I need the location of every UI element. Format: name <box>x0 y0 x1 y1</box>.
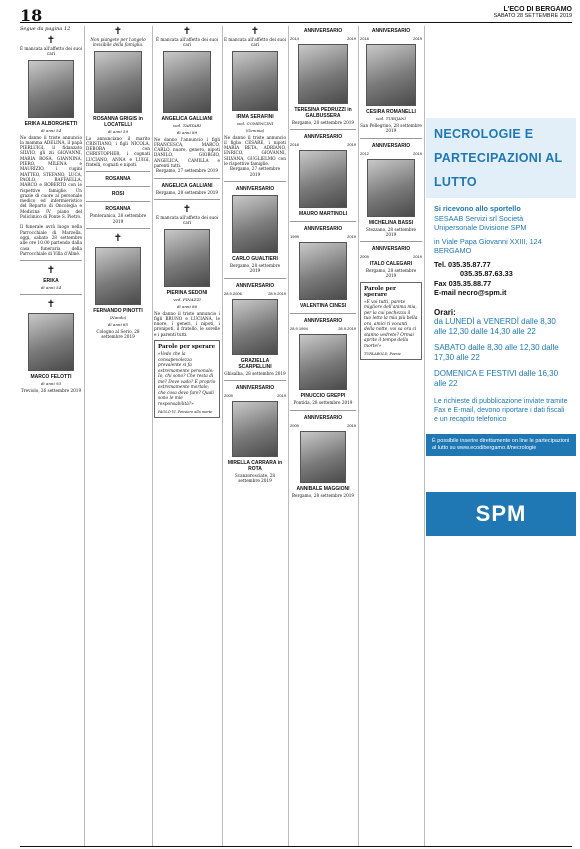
portrait-photo <box>300 431 346 483</box>
obituary-name: VALENTINA CINESI <box>299 303 347 310</box>
obituary-name: ROSANNA <box>105 176 131 183</box>
year-end: 2019 <box>347 142 356 148</box>
anniversary-label: ANNIVERSARIO <box>235 384 275 391</box>
column-divider <box>84 26 85 846</box>
year-end: 2019 <box>277 392 286 398</box>
portrait-photo <box>232 51 278 111</box>
anniversary-years <box>290 234 356 239</box>
obituary-date: Bergamo, 28 settembre 2019 <box>365 268 417 279</box>
masthead-date: SABATO 28 SETTEMBRE 2019 <box>493 13 572 19</box>
year-start: 1999 <box>290 234 299 240</box>
hours-saturday: SABATO dalle 8,30 alle 12,30 dalle 17,30 alle 22 <box>434 343 559 362</box>
obituary-column-5 <box>290 26 356 498</box>
quote-box <box>154 340 220 418</box>
obituary-column-6 <box>360 26 422 360</box>
obituary-name: FERNANDO PINOTTI <box>93 307 143 314</box>
obituary-text: Ne danno il triste annuncio il figlio CESARE, i nipoti MARIA BETA, ADRIANO, ENRICO, GIOVANNI, SILVANA, GUGLIELMO con le rispettive famiglie. <box>224 134 286 167</box>
masthead <box>494 6 572 19</box>
obituary-date: Stezzano, 28 settembre 2019 <box>365 226 417 237</box>
obituary-name: MIRELLA CARRARA in ROTA <box>227 459 283 472</box>
obituary-nickname: (Nando) <box>109 314 127 320</box>
year-start: 28.9.1994 <box>290 326 308 332</box>
obituary-date: Pontida, 28 settembre 2019 <box>293 400 353 406</box>
portrait-photo <box>299 242 347 300</box>
obituary-date: San Pellegrino, 28 settembre 2019 <box>360 123 422 134</box>
obituary-date: Bergamo, 28 settembre 2019 <box>155 189 219 195</box>
phone-number[interactable]: Tel. 035.35.87.77 <box>434 259 491 269</box>
anniversary-label: ANNIVERSARIO <box>235 185 275 192</box>
quote-author: TURLAROLD, Poesie <box>364 352 401 357</box>
hours-weekdays: da LUNEDÌ a VENERDÌ dalle 8,30 alle 12,30 dalle 14,30 alle 22 <box>434 317 556 336</box>
quote-author: PAOLO VI, Pensiero alla morte <box>158 410 213 415</box>
obituary-name: ERIKA <box>43 278 59 285</box>
portrait-photo <box>232 195 278 253</box>
anniversary-years <box>224 393 286 398</box>
year-start: 28.9.2006 <box>224 290 242 296</box>
obituary-name: CARLO GUALTIERI <box>232 255 278 262</box>
obituary-name: ITALO CALEGARI <box>369 261 413 268</box>
year-start: 2009 <box>290 422 299 428</box>
email-link[interactable]: E-mail necro@spm.it <box>434 288 507 297</box>
cross-icon: ✝ <box>182 203 192 215</box>
portrait-photo <box>299 334 347 390</box>
obituary-date: Ponteranica, 28 settembre 2019 <box>89 213 147 224</box>
column-divider <box>358 26 359 846</box>
spm-logo: SPM <box>426 492 576 536</box>
quote-title: Parole per sperare <box>364 285 396 298</box>
portrait-photo <box>367 159 415 217</box>
year-end: 2019 <box>347 36 356 41</box>
obituary-name: ANNIBALE MAGGIONI <box>296 485 350 492</box>
office-label: Si ricevono allo sportello <box>434 204 521 213</box>
obituary-name: IRMA SERAFINI <box>236 113 274 120</box>
obituary-name: TERESINA PEDRUZZI in GALBUSSERA <box>294 107 352 119</box>
obituary-quote: Non piangete per l'angelo invisibile della famiglia. <box>90 37 146 48</box>
year-start: 2009 <box>360 254 369 260</box>
obituary-date: Bergamo, 27 settembre 2019 <box>155 168 219 174</box>
obituary-intro: È mancata all'affetto dei suoi cari <box>156 37 218 48</box>
section-title: NECROLOGIE E PARTECIPAZIONI AL LUTTO <box>426 118 576 198</box>
cross-icon: ✝ <box>46 299 56 311</box>
portrait-photo <box>94 51 142 113</box>
obituary-date: Ghisalba, 28 settembre 2019 <box>224 370 286 376</box>
obituary-text: Ne danno il triste annuncio i figli BRUNO e LUCIANA, le nuore, i generi, i nipoti, i pronipoti, il fratello, le sorelle e i parenti tutti. <box>154 310 220 337</box>
cross-icon: ✝ <box>250 26 260 37</box>
anniversary-years <box>290 36 356 41</box>
portrait-photo <box>28 60 74 118</box>
online-banner[interactable]: È possibile inserire direttamente on line le partecipazioni al lutto su www.ecodibergamo.it/necrologie <box>426 434 576 456</box>
column-divider <box>288 26 289 846</box>
obituary-date: Scanzorosciate, 28 settembre 2019 <box>234 472 276 484</box>
anniversary-years <box>360 254 422 259</box>
office-name: SESAAB Servizi srl Società Unipersonale Divisione SPM <box>434 213 527 232</box>
obituary-date: Treviolo, 26 settembre 2019 <box>20 388 82 394</box>
obituary-age: di anni 93 <box>40 381 62 387</box>
obituary-intro: È mancata all'affetto dei suoi cari <box>156 214 218 226</box>
cross-icon: ✝ <box>46 35 56 46</box>
cross-icon: ✝ <box>113 26 123 37</box>
anniversary-years <box>224 291 286 296</box>
obituary-date: Bergamo, 28 settembre 2019 <box>291 492 355 498</box>
year-start: 2014 <box>290 36 299 41</box>
office-address: in Viale Papa Giovanni XXIII, 124 BERGAMO <box>434 236 542 255</box>
obituary-column-4 <box>224 26 286 483</box>
cross-icon: ✝ <box>182 26 192 37</box>
obituary-married-name: ved. COMENCINI <box>236 120 274 126</box>
obituary-married-name: ved. TARTARI <box>173 122 201 128</box>
year-start: 2009 <box>224 392 233 398</box>
phone-number-2[interactable]: 035.35.87.63.33 <box>460 269 513 278</box>
obituary-name: ANGELICA GALLIANI <box>161 182 213 189</box>
obituary-age: di anni 54 <box>40 285 62 291</box>
hours-label: Orari: <box>434 307 456 317</box>
submission-note: Le richieste di pubblicazione inviate tramite Fax e E-mail, devono riportare i dati fiscali e un recapito telefonico <box>434 398 568 423</box>
obituary-date: Cologno al Serio, 28 settembre 2019 <box>96 328 140 340</box>
obituary-intro: È mancata all'affetto dei suoi cari <box>20 46 82 57</box>
obituary-age: di anni 85 <box>107 321 129 327</box>
page-number: 18 <box>20 6 43 25</box>
portrait-photo <box>298 44 348 104</box>
portrait-photo <box>95 247 141 305</box>
column-divider <box>222 26 223 846</box>
obituary-date: Bergamo, 28 settembre 2019 <box>291 120 355 125</box>
obituary-text: Ne danno l'annuncio i figli FRANCESCA, MARCO, CARLO, nuore, genero, nipoti DANILO, GIORGIO, ANGELICA, CAMILLA e parenti tutti. <box>154 136 220 169</box>
portrait-photo <box>164 229 210 287</box>
portrait-photo <box>163 51 211 113</box>
obituary-name: PIERINA SEDONI <box>166 289 208 296</box>
continued-note: Segue da pagina 12 <box>20 26 71 32</box>
obituary-date: Bergamo, 28 settembre 2019 <box>229 262 281 274</box>
year-end: 28.9.2019 <box>268 290 286 296</box>
obituary-nickname: (Gemma) <box>245 127 265 133</box>
anniversary-label: ANNIVERSARIO <box>303 28 343 34</box>
obituary-married-name: ved. TURIJANI <box>376 116 406 121</box>
year-end: 2019 <box>413 150 422 156</box>
obituary-name: ROSANNA GRIGIS in LOCATELLI <box>93 115 143 128</box>
anniversary-years <box>360 151 422 156</box>
portrait-photo <box>232 299 278 355</box>
info-panel <box>426 118 576 536</box>
contact-info <box>426 198 576 424</box>
anniversary-label: ANNIVERSARIO <box>303 226 343 233</box>
year-end: 2019 <box>413 254 422 260</box>
quote-title: Parole per sperare <box>158 344 216 351</box>
anniversary-label: ANNIVERSARIO <box>303 414 343 421</box>
obituary-name: GRAZIELLA SCARPELLINI <box>238 357 272 370</box>
anniversary-label: ANNIVERSARIO <box>303 318 343 325</box>
obituary-name: ROSI <box>111 191 125 198</box>
quote-body: «Vedo che la consapevolezza prevalente si fa estremamente personale: Io, chi sono? Che resta di me? Dove vado? È proprio estremamente mortale; che cosa devo fare? Quali sono le mie responsabilità?» <box>158 352 216 407</box>
anniversary-years <box>360 36 422 41</box>
obituary-name: ROSANNA <box>105 206 131 213</box>
obituary-age: di anni 86 <box>176 303 198 309</box>
cross-icon: ✝ <box>113 232 123 244</box>
year-start: 2018 <box>290 142 299 148</box>
anniversary-years <box>290 142 356 147</box>
obituary-intro: È mancata all'affetto dei suoi cari <box>224 37 286 48</box>
anniversary-label: ANNIVERSARIO <box>371 246 411 253</box>
year-start: 2012 <box>360 150 369 156</box>
obituary-name: ERIKA ALBORGHETTI <box>24 120 78 127</box>
obituary-text: Ne danno il triste annuncio la mamma ADELINA, il papà PIERLUIGI, il fidanzato SILVIO, gli zii GIOVANNI, MARIA ROSA, GIANNINA, PIERO, MILENA e MAURIZIO, i cugini MATTEO, STEFANO, LUCA, PAOLO, RAFFAELLA, MARCO e ROBERTO con le rispettive famiglie. Un grazie di cuore al personale medico ed infermieristico del Reparto di Oncologia e Medicina IV piano del Policlinico di Ponte S. Pietro. <box>20 134 82 220</box>
column-divider <box>424 26 425 846</box>
obituary-age: di anni 59 <box>107 128 129 134</box>
year-end: 2019 <box>347 422 356 428</box>
obituary-age: di anni 89 <box>176 129 198 135</box>
obituary-date: Bergamo, 27 settembre 2019 <box>229 166 281 177</box>
masthead-title: L'ECO DI BERGAMO <box>503 6 572 13</box>
obituary-married-name: ved. FINAZZI <box>173 296 201 302</box>
obituary-name: PINUCCIO GREPPI <box>300 393 346 400</box>
year-end: 2019 <box>413 36 422 41</box>
anniversary-label: ANNIVERSARIO <box>371 142 411 149</box>
obituary-column-3 <box>154 26 220 418</box>
portrait-photo <box>366 44 416 106</box>
bottom-rule <box>20 846 572 847</box>
obituary-text: Lo annunciano il marito CRISTIANO, i figli NICOLA, DEBORA con CHRISTOPHER, i cognati LUCIANO, ANNA e LUIGI, fratelli, cognati e nipoti. <box>86 135 150 168</box>
obituary-column-2 <box>86 26 150 340</box>
obituary-age: di anni 54 <box>40 127 62 133</box>
year-end: 2019 <box>347 234 356 240</box>
anniversary-years <box>290 423 356 428</box>
anniversary-label: ANNIVERSARIO <box>371 28 411 34</box>
obituary-funeral: Il funerale avrà luogo nella Parrocchiale di Marzella, oggi, sabato 28 settembre alle ore 10.00 partendo dalla casa funeraria della Parrocchiale di Villa d'Almè. <box>20 224 82 256</box>
obituary-name: CESIRA ROMANELLI <box>366 109 416 115</box>
portrait-photo <box>232 401 278 457</box>
obituary-name: MAURO MARTINOLI <box>298 211 348 218</box>
anniversary-years <box>290 326 356 331</box>
quote-box <box>360 282 422 361</box>
anniversary-label: ANNIVERSARIO <box>235 282 275 289</box>
portrait-photo <box>299 150 347 208</box>
quote-body: «E voi tutti, parete migliore dell'anima mia, per la cui pochezza il tuo letto la mia più bella ora, amici ti vocanti della notte, voi sa ora ci stanno vedrete? Ormai aprite il tempo della morte!» <box>364 299 418 349</box>
anniversary-label: ANNIVERSARIO <box>303 134 343 141</box>
obituary-name: MARCO FELOTTI <box>30 374 72 381</box>
obituary-name: ANGELICA GALLIANI <box>161 115 213 122</box>
cross-icon: ✝ <box>46 265 56 277</box>
obituary-name: MICHELINA BASSI <box>368 219 414 226</box>
top-rule <box>20 22 572 23</box>
fax-number: Fax 035.35.88.77 <box>434 278 492 288</box>
year-end: 28.9.2019 <box>338 326 356 332</box>
hours-holidays: DOMENICA E FESTIVI dalle 16,30 alle 22 <box>434 369 559 388</box>
column-divider <box>152 26 153 846</box>
obituary-column-1 <box>20 26 82 393</box>
year-start: 2018 <box>360 36 369 41</box>
portrait-photo <box>28 313 74 371</box>
